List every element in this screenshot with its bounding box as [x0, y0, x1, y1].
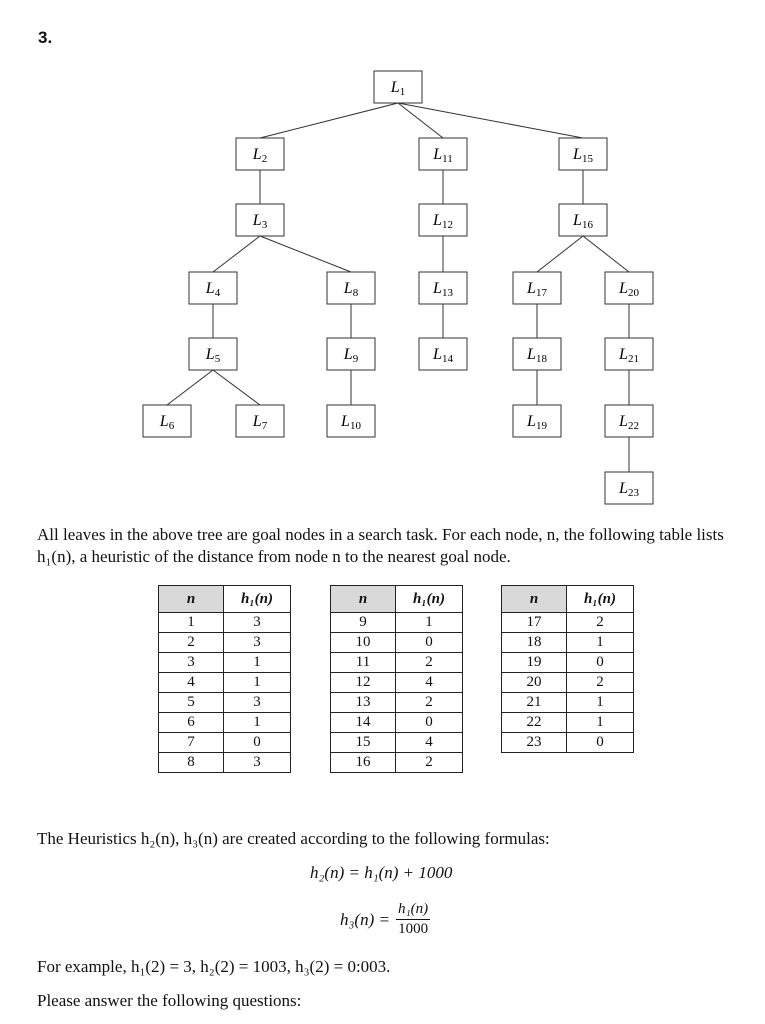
tree-node-L18 — [513, 338, 561, 370]
tree-node-L8 — [327, 272, 375, 304]
tree-edge-L1-L2 — [260, 103, 398, 138]
formula-h3 — [340, 901, 430, 938]
cell-n: 7 — [159, 733, 224, 753]
cell-n: 2 — [159, 633, 224, 653]
tree-node-label: L10 — [341, 413, 361, 432]
table-row — [331, 713, 463, 733]
tree-node-L13 — [419, 272, 467, 304]
col-header-h1: h₁(n) — [396, 586, 463, 613]
heuristic-table-1 — [158, 585, 291, 773]
tree-edge-L16-L20 — [583, 236, 629, 272]
cell-h1: 0 — [567, 733, 634, 753]
col-header-h1: h₁(n) — [567, 586, 634, 613]
cell-h1: 4 — [396, 733, 463, 753]
tree-node-L21 — [605, 338, 653, 370]
tree-node-label: L16 — [573, 212, 593, 231]
tree-node-label: L18 — [527, 346, 547, 365]
table-row — [502, 693, 634, 713]
cell-n: 10 — [331, 633, 396, 653]
tree-edge-L1-L15 — [398, 103, 583, 138]
tree-node-label: L11 — [433, 146, 453, 165]
intro-paragraph: All leaves in the above tree are goal nodes in a search task. For each node, n, the following table lists h₁(n), a heuristic of the distance from node n to the nearest goal node. — [37, 525, 724, 566]
cell-n: 12 — [331, 673, 396, 693]
tree-node-label: L1 — [390, 79, 406, 98]
table-row — [159, 733, 291, 753]
tree-node-label: L2 — [252, 146, 268, 165]
cell-h1: 2 — [396, 753, 463, 773]
table-row — [331, 613, 463, 633]
tree-node-label: L20 — [619, 280, 639, 299]
question-number: 3. — [38, 28, 53, 47]
tree-edge-L3-L8 — [260, 236, 351, 272]
table-row — [331, 633, 463, 653]
cell-n: 8 — [159, 753, 224, 773]
col-header-n: n — [502, 586, 567, 613]
cell-h1: 1 — [567, 713, 634, 733]
example-paragraph: For example, h₁(2) = 3, h₂(2) = 1003, h₃(2) = 0:003. — [37, 957, 391, 976]
heuristic-table-2 — [330, 585, 463, 773]
col-header-n: n — [159, 586, 224, 613]
tree-node-L3 — [236, 204, 284, 236]
tree-node-label: L21 — [619, 346, 639, 365]
cell-n: 11 — [331, 653, 396, 673]
table-row — [159, 713, 291, 733]
tree-node-label: L13 — [433, 280, 453, 299]
table-row — [159, 633, 291, 653]
cell-n: 20 — [502, 673, 567, 693]
formula-h3-fraction — [396, 901, 430, 938]
tree-node-L22 — [605, 405, 653, 437]
cell-n: 15 — [331, 733, 396, 753]
tree-node-label: L6 — [159, 413, 175, 432]
cell-h1: 1 — [224, 673, 291, 693]
formula-h3-lhs: h₃(n) = — [340, 909, 390, 929]
tree-node-label: L3 — [252, 212, 268, 231]
cell-h1: 0 — [396, 633, 463, 653]
tree-node-label: L9 — [343, 346, 359, 365]
tree-nodes — [143, 71, 653, 504]
heuristics-paragraph: The Heuristics h₂(n), h₃(n) are created according to the following formulas: — [37, 829, 550, 848]
cell-h1: 2 — [567, 673, 634, 693]
cell-n: 6 — [159, 713, 224, 733]
cell-n: 13 — [331, 693, 396, 713]
cell-n: 3 — [159, 653, 224, 673]
tree-node-L6 — [143, 405, 191, 437]
cell-h1: 2 — [567, 613, 634, 633]
cell-h1: 0 — [224, 733, 291, 753]
cell-n: 5 — [159, 693, 224, 713]
tree-node-L2 — [236, 138, 284, 170]
tree-node-L17 — [513, 272, 561, 304]
cell-h1: 1 — [224, 653, 291, 673]
tree-node-label: L19 — [527, 413, 547, 432]
cell-n: 1 — [159, 613, 224, 633]
cell-h1: 0 — [396, 713, 463, 733]
cell-n: 23 — [502, 733, 567, 753]
table-row — [159, 613, 291, 633]
table-row — [331, 653, 463, 673]
tree-node-label: L14 — [433, 346, 453, 365]
cell-h1: 3 — [224, 633, 291, 653]
cell-n: 19 — [502, 653, 567, 673]
tree-node-L4 — [189, 272, 237, 304]
tree-node-L20 — [605, 272, 653, 304]
cell-h1: 1 — [567, 633, 634, 653]
cell-n: 22 — [502, 713, 567, 733]
formula-h2: h₂(n) = h₁(n) + 1000 — [310, 863, 453, 882]
tree-node-L19 — [513, 405, 561, 437]
tree-edge-L1-L11 — [398, 103, 443, 138]
cell-h1: 2 — [396, 653, 463, 673]
table-row — [159, 653, 291, 673]
tree-node-label: L5 — [205, 346, 221, 365]
tree-node-L15 — [559, 138, 607, 170]
col-header-n: n — [331, 586, 396, 613]
cell-h1: 1 — [396, 613, 463, 633]
tree-node-L5 — [189, 338, 237, 370]
cell-h1: 3 — [224, 693, 291, 713]
cell-n: 21 — [502, 693, 567, 713]
table-row — [502, 673, 634, 693]
tree-node-label: L17 — [527, 280, 547, 299]
formula-h3-denominator: 1000 — [398, 921, 429, 937]
tree-edge-L5-L7 — [213, 370, 260, 405]
cell-h1: 0 — [567, 653, 634, 673]
cell-n: 17 — [502, 613, 567, 633]
cell-h1: 3 — [224, 753, 291, 773]
formula-h3-numerator: h₁(n) — [396, 901, 430, 920]
cell-h1: 3 — [224, 613, 291, 633]
tree-node-label: L15 — [573, 146, 593, 165]
table-row — [502, 633, 634, 653]
tree-node-L16 — [559, 204, 607, 236]
table-row — [331, 733, 463, 753]
tree-node-label: L23 — [619, 480, 639, 499]
tree-node-L23 — [605, 472, 653, 504]
tree-node-label: L22 — [619, 413, 639, 432]
cell-h1: 4 — [396, 673, 463, 693]
heuristic-table-3 — [501, 585, 634, 753]
table-row — [159, 673, 291, 693]
cell-h1: 2 — [396, 693, 463, 713]
cell-h1: 1 — [224, 713, 291, 733]
tree-node-L14 — [419, 338, 467, 370]
table-row — [502, 733, 634, 753]
table-row — [502, 713, 634, 733]
tree-node-L10 — [327, 405, 375, 437]
cell-n: 14 — [331, 713, 396, 733]
col-header-h1: h₁(n) — [224, 586, 291, 613]
tree-node-label: L8 — [343, 280, 359, 299]
table-row — [331, 673, 463, 693]
table-row — [502, 613, 634, 633]
cell-h1: 1 — [567, 693, 634, 713]
tree-node-L7 — [236, 405, 284, 437]
tree-node-label: L7 — [252, 413, 268, 432]
tree-edge-L16-L17 — [537, 236, 583, 272]
tree-node-label: L4 — [205, 280, 221, 299]
table-row — [331, 693, 463, 713]
cell-n: 18 — [502, 633, 567, 653]
tree-edge-L5-L6 — [167, 370, 213, 405]
tree-node-L9 — [327, 338, 375, 370]
prompt-paragraph: Please answer the following questions: — [37, 991, 302, 1010]
tree-node-L1 — [374, 71, 422, 103]
tree-node-L12 — [419, 204, 467, 236]
cell-n: 16 — [331, 753, 396, 773]
table-row — [331, 753, 463, 773]
tree-node-label: L12 — [433, 212, 453, 231]
tree-edge-L3-L4 — [213, 236, 260, 272]
cell-n: 9 — [331, 613, 396, 633]
table-row — [159, 693, 291, 713]
tree-node-L11 — [419, 138, 467, 170]
table-row — [502, 653, 634, 673]
table-row — [159, 753, 291, 773]
cell-n: 4 — [159, 673, 224, 693]
